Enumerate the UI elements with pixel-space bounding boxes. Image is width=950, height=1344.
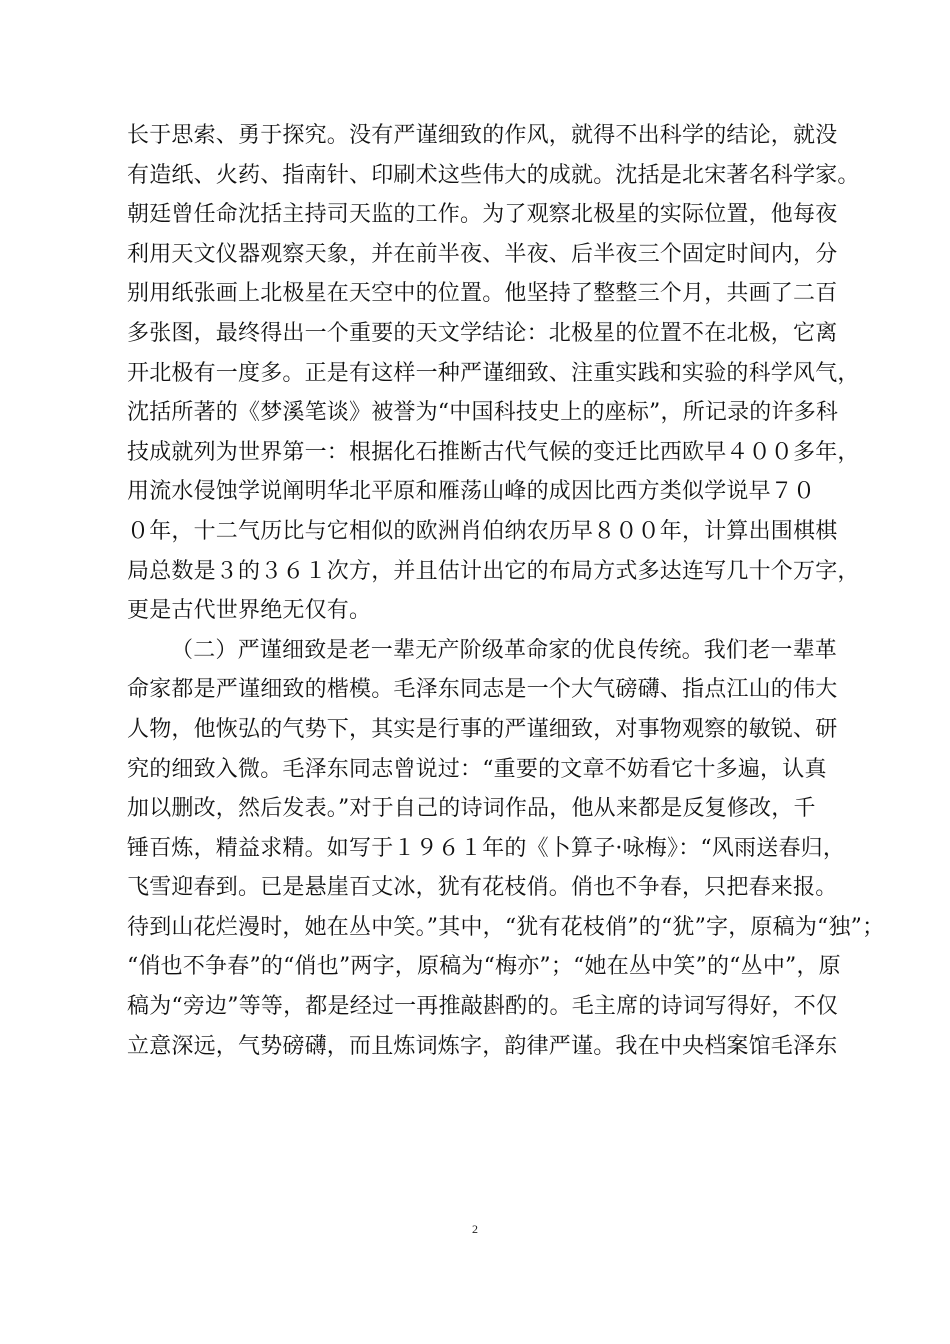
text-line: 利用天文仪器观察天象，并在前半夜、半夜、后半夜三个固定时间内，分 [127,241,838,267]
text-line: 稿为“旁边”等等，都是经过一再推敲斟酌的。毛主席的诗词写得好，不仅 [127,994,839,1020]
text-line: 立意深远，气势磅礴，而且炼词炼字，韵律严谨。我在中央档案馆毛泽东 [127,1033,838,1059]
text-line: 待到山花烂漫时，她在丛中笑。”其中，“犹有花枝俏”的“犹”字，原稿为“独”； [127,914,885,940]
text-line: 人物，他恢弘的气势下，其实是行事的严谨细致，对事物观察的敏锐、研 [127,716,838,742]
page-number: 2 [472,1222,478,1236]
text-line: 长于思索、勇于探究。没有严谨细致的作风，就得不出科学的结论，就没 [127,123,838,148]
text-line: 加以删改，然后发表。”对于自己的诗词作品，他从来都是反复修改，千 [127,796,816,822]
text-line: ０年，十二气历比与它相似的欧洲肖伯纳农历早８００年，计算出围棋棋 [127,518,838,544]
text-line: 飞雪迎春到。已是悬崖百丈冰，犹有花枝俏。俏也不争春，只把春来报。 [127,875,838,901]
text-line: 用流水侵蚀学说阐明华北平原和雁荡山峰的成因比西方类似学说早７０ [127,479,816,505]
text-line: 朝廷曾任命沈括主持司天监的工作。为了观察北极星的实际位置，他每夜 [127,202,838,228]
text-line: 锤百炼，精益求精。如写于１９６１年的《卜算子·咏梅》：“风雨送春归， [127,835,846,861]
text-line: 有造纸、火药、指南针、印刷术这些伟大的成就。沈括是北宋著名科学家。 [127,162,860,188]
text-line: 别用纸张画上北极星在天空中的位置。他坚持了整整三个月，共画了二百 [127,281,838,307]
text-line: 沈括所著的《梦溪笔谈》被誉为“中国科技史上的座标”，所记录的许多科 [127,400,839,426]
text-line: 技成就列为世界第一：根据化石推断古代气候的变迁比西欧早４００多年， [127,439,860,465]
text-line: “俏也不争春”的“俏也”两字，原稿为“梅亦”；“她在丛中笑”的“丛中”，原 [127,954,841,980]
paragraph-start-line: （二）严谨细致是老一辈无产阶级革命家的优良传统。我们老一辈革 [171,637,838,663]
text-line: 多张图，最终得出一个重要的天文学结论：北极星的位置不在北极，它离 [127,320,838,346]
body-text [127,116,885,1066]
text-line: 更是古代世界绝无仅有。 [127,598,372,624]
text-line: 究的细致入微。毛泽东同志曾说过：“重要的文章不妨看它十多遍，认真 [127,756,827,782]
text-line: 开北极有一度多。正是有这样一种严谨细致、注重实践和实验的科学风气， [127,360,860,386]
text-line: 局总数是３的３６１次方，并且估计出它的布局方式多达连写几十个万字， [127,558,860,584]
text-line: 命家都是严谨细致的楷模。毛泽东同志是一个大气磅礴、指点江山的伟大 [127,677,838,703]
